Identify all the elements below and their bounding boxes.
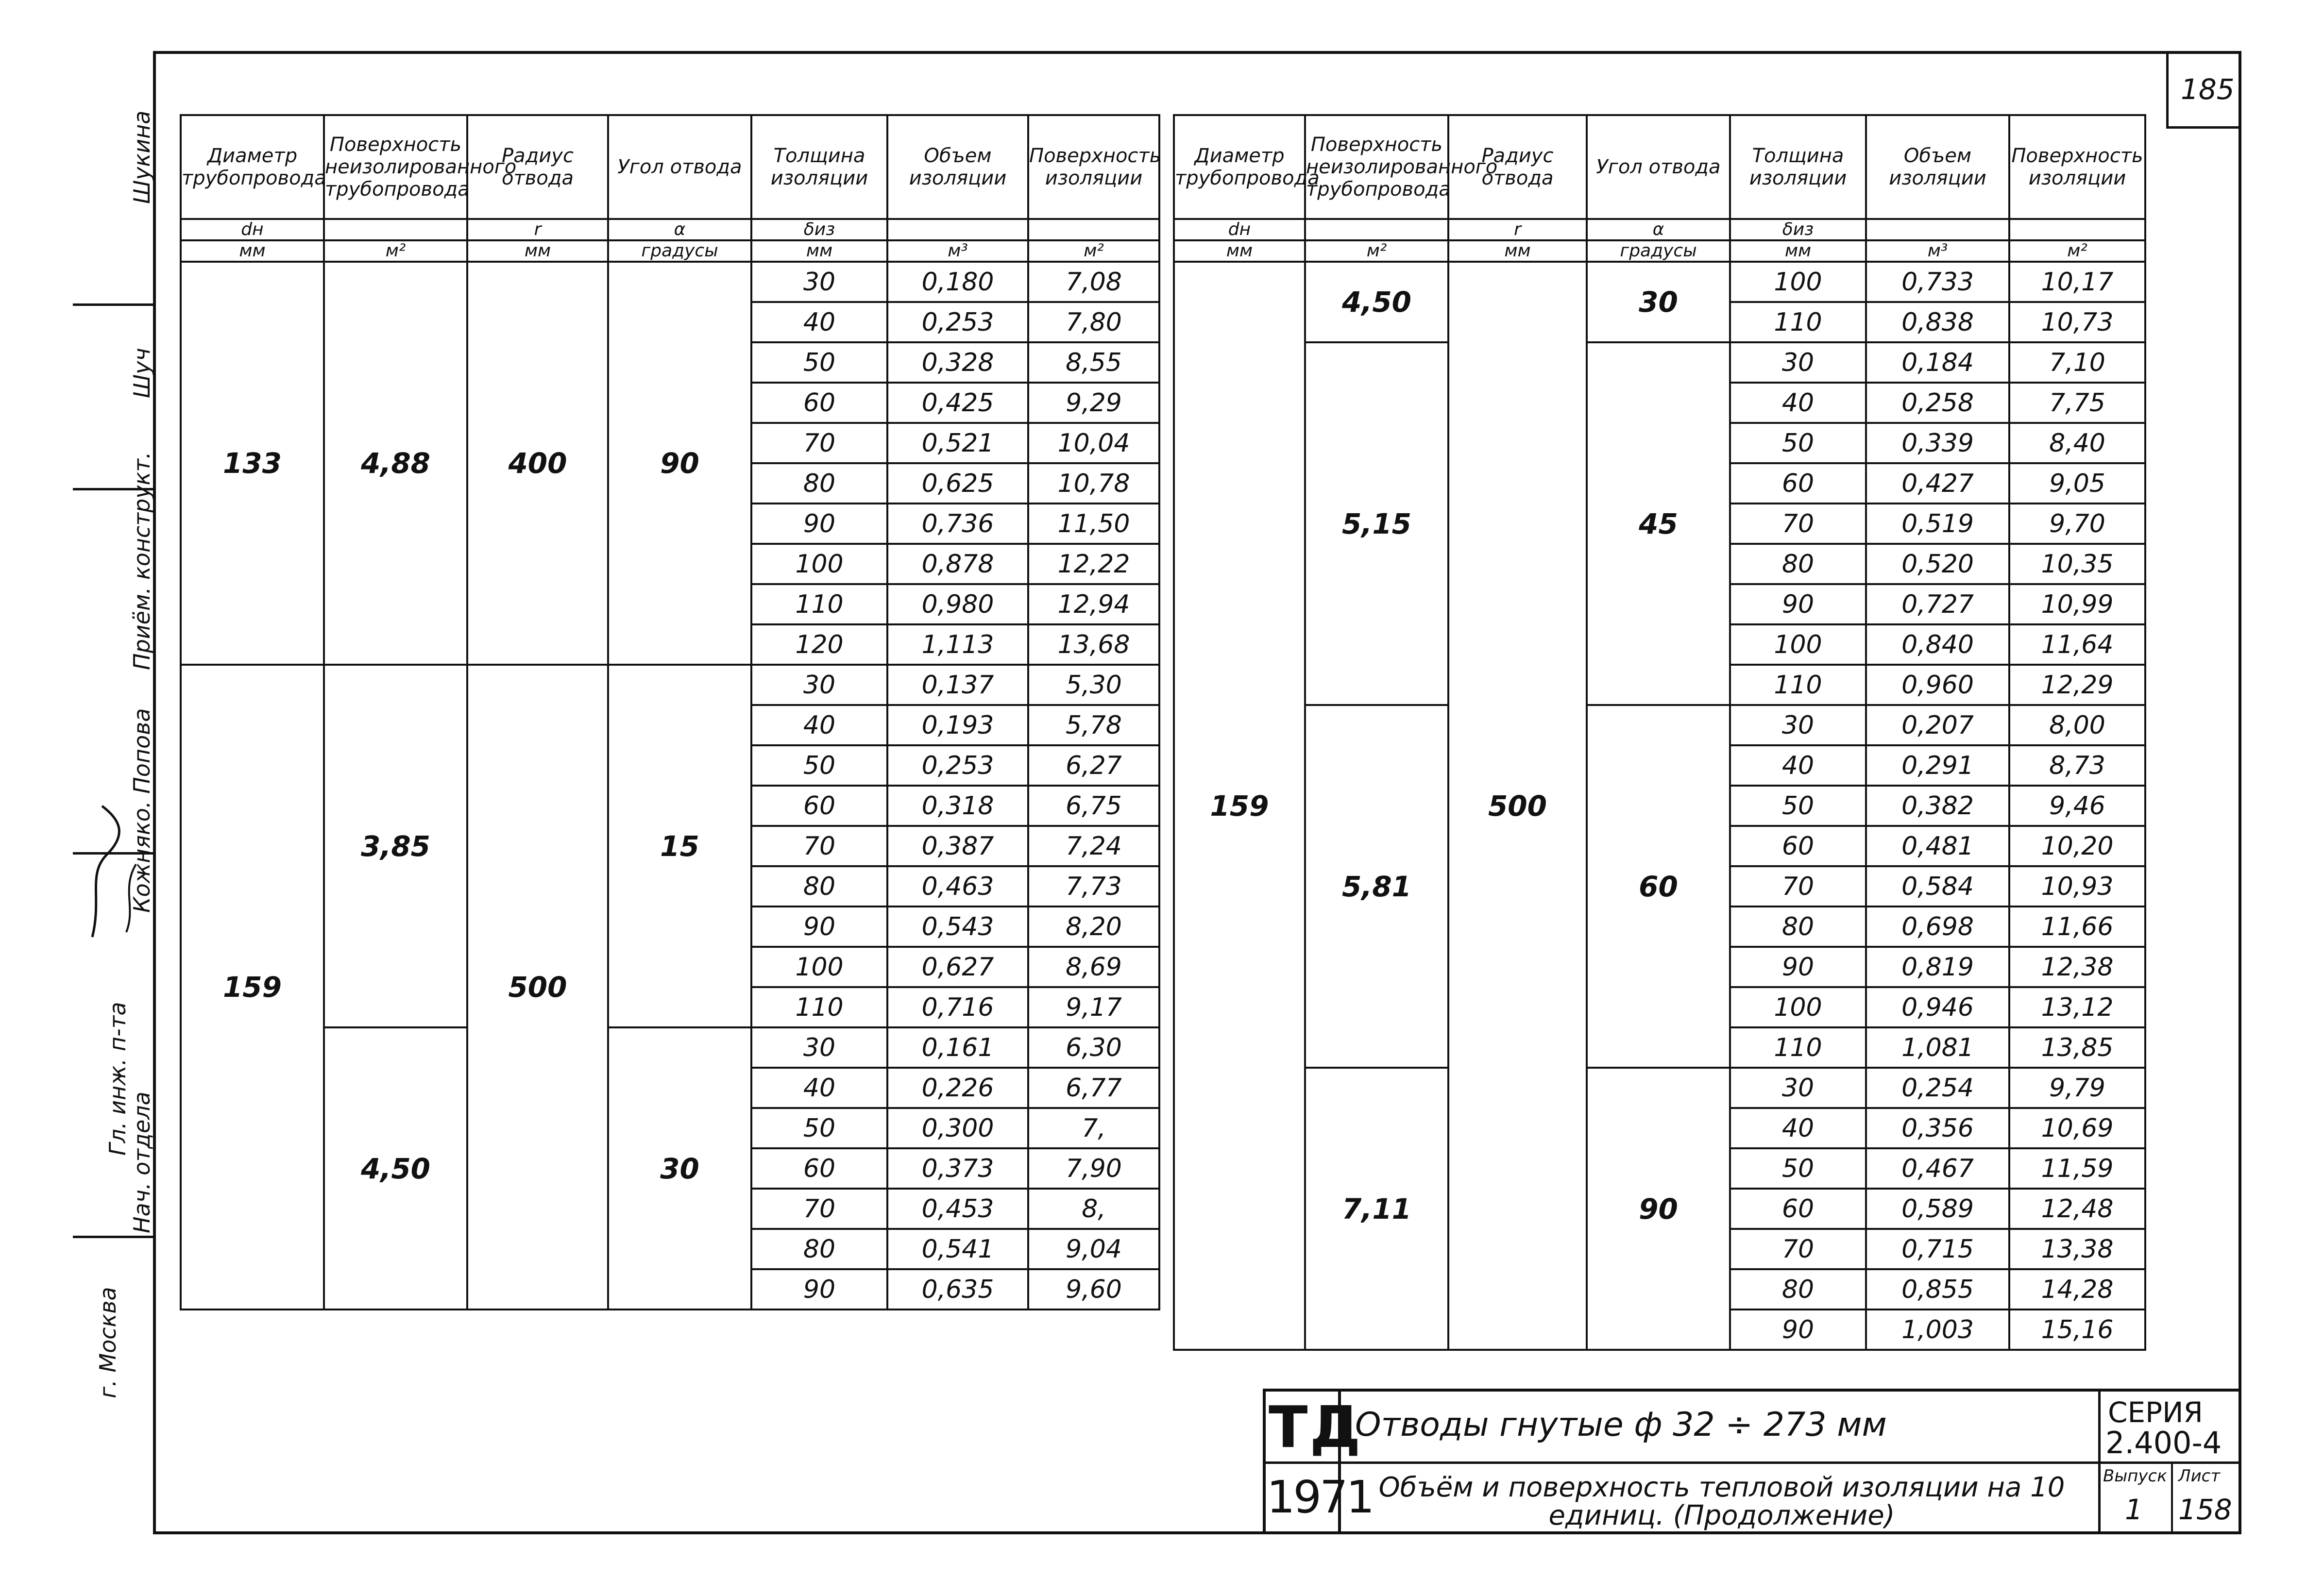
- issue-value: 1: [2125, 1493, 2143, 1526]
- surface-cell: 11,64: [2009, 624, 2145, 665]
- surface-cell: 10,04: [1028, 423, 1159, 463]
- org-code: ТД: [1269, 1393, 1363, 1460]
- column-header: Диаметр трубопровода: [181, 115, 324, 219]
- surface-cell: 9,04: [1028, 1229, 1159, 1269]
- surface-cell: 8,: [1028, 1189, 1159, 1229]
- sheet-subtitle: Объём и поверхность тепловой изоляции на 10 единиц. (Продолжение): [1378, 1472, 2065, 1531]
- volume-cell: 0,253: [887, 745, 1028, 786]
- table-row: [1174, 262, 2145, 302]
- surface-cell: 10,17: [2009, 262, 2145, 302]
- surface-cell: 15,16: [2009, 1309, 2145, 1350]
- page-number: 185: [2181, 73, 2235, 106]
- series-label: СЕРИЯ: [2108, 1396, 2203, 1429]
- column-header: Толщина изоляции: [751, 115, 887, 219]
- column-symbol: dн: [1174, 219, 1305, 240]
- pipe-surface-cell: 4,88: [324, 262, 467, 665]
- thickness-cell: 100: [751, 947, 887, 987]
- thickness-cell: 40: [751, 302, 887, 342]
- column-symbol: δиз: [751, 219, 887, 240]
- radius-cell: 500: [1448, 262, 1587, 1350]
- angle-cell: 30: [1587, 262, 1730, 342]
- thickness-cell: 90: [751, 504, 887, 544]
- surface-cell: 8,55: [1028, 342, 1159, 383]
- volume-cell: 0,855: [1866, 1269, 2009, 1309]
- volume-cell: 0,425: [887, 383, 1028, 423]
- sidebar-label: г. Москва: [95, 1287, 121, 1398]
- angle-cell: 90: [1587, 1068, 1730, 1350]
- signature-image: [73, 801, 153, 947]
- column-header: Угол отвода: [1587, 115, 1730, 219]
- volume-cell: 0,253: [887, 302, 1028, 342]
- sidebar-divider: [73, 303, 153, 306]
- thickness-cell: 60: [1730, 826, 1866, 866]
- issue-label: Выпуск: [2103, 1466, 2167, 1486]
- insulation-table-left: [180, 114, 1160, 1310]
- surface-cell: 5,78: [1028, 705, 1159, 745]
- thickness-cell: 70: [751, 826, 887, 866]
- column-unit: м³: [1866, 240, 2009, 262]
- diameter-cell: 133: [181, 262, 324, 665]
- angle-cell: 45: [1587, 342, 1730, 705]
- sidebar-divider: [73, 1236, 153, 1238]
- column-unit: мм: [181, 240, 324, 262]
- thickness-cell: 50: [751, 342, 887, 383]
- angle-cell: 90: [608, 262, 751, 665]
- thickness-cell: 110: [751, 987, 887, 1027]
- surface-cell: 9,17: [1028, 987, 1159, 1027]
- table-row: [1174, 342, 2145, 383]
- volume-cell: 0,180: [887, 262, 1028, 302]
- surface-cell: 6,75: [1028, 786, 1159, 826]
- volume-cell: 0,387: [887, 826, 1028, 866]
- pipe-surface-cell: 4,50: [1305, 262, 1448, 342]
- thickness-cell: 50: [751, 745, 887, 786]
- sidebar-label: Приём. конструкт.: [129, 452, 155, 670]
- volume-cell: 0,520: [1866, 544, 2009, 584]
- surface-cell: 12,48: [2009, 1189, 2145, 1229]
- volume-cell: 0,627: [887, 947, 1028, 987]
- volume-cell: 0,960: [1866, 665, 2009, 705]
- volume-cell: 0,819: [1866, 947, 2009, 987]
- volume-cell: 0,838: [1866, 302, 2009, 342]
- thickness-cell: 50: [1730, 1148, 1866, 1189]
- surface-cell: 9,46: [2009, 786, 2145, 826]
- surface-cell: 7,08: [1028, 262, 1159, 302]
- thickness-cell: 80: [1730, 1269, 1866, 1309]
- column-symbol: dн: [181, 219, 324, 240]
- angle-cell: 30: [608, 1027, 751, 1309]
- surface-cell: 9,05: [2009, 463, 2145, 504]
- volume-cell: 0,584: [1866, 866, 2009, 907]
- surface-cell: 7,80: [1028, 302, 1159, 342]
- volume-cell: 0,481: [1866, 826, 2009, 866]
- column-header: Толщина изоляции: [1730, 115, 1866, 219]
- sheet-label: Лист: [2178, 1466, 2221, 1486]
- surface-cell: 7,10: [2009, 342, 2145, 383]
- column-unit: м²: [324, 240, 467, 262]
- volume-cell: 0,258: [1866, 383, 2009, 423]
- thickness-cell: 100: [1730, 624, 1866, 665]
- pipe-surface-cell: 5,15: [1305, 342, 1448, 705]
- volume-cell: 0,254: [1866, 1068, 2009, 1108]
- thickness-cell: 40: [1730, 383, 1866, 423]
- surface-cell: 7,: [1028, 1108, 1159, 1148]
- title-block-divider: [2098, 1389, 2101, 1534]
- thickness-cell: 90: [1730, 584, 1866, 624]
- volume-cell: 0,207: [1866, 705, 2009, 745]
- diameter-cell: 159: [1174, 262, 1305, 1350]
- title-block-divider: [1263, 1461, 2241, 1464]
- surface-cell: 13,38: [2009, 1229, 2145, 1269]
- angle-cell: 60: [1587, 705, 1730, 1068]
- surface-cell: 7,73: [1028, 866, 1159, 907]
- year: 1971: [1267, 1471, 1373, 1523]
- column-unit: мм: [1730, 240, 1866, 262]
- series-value: 2.400-4: [2105, 1425, 2222, 1460]
- surface-cell: 9,79: [2009, 1068, 2145, 1108]
- volume-cell: 0,467: [1866, 1148, 2009, 1189]
- surface-cell: 6,30: [1028, 1027, 1159, 1068]
- thickness-cell: 100: [1730, 262, 1866, 302]
- surface-cell: 11,66: [2009, 907, 2145, 947]
- sheet-value: 158: [2178, 1493, 2232, 1526]
- surface-cell: 13,85: [2009, 1027, 2145, 1068]
- thickness-cell: 110: [1730, 665, 1866, 705]
- surface-cell: 8,00: [2009, 705, 2145, 745]
- column-symbol: α: [1587, 219, 1730, 240]
- volume-cell: 0,980: [887, 584, 1028, 624]
- volume-cell: 0,521: [887, 423, 1028, 463]
- surface-cell: 10,35: [2009, 544, 2145, 584]
- column-unit: мм: [1448, 240, 1587, 262]
- thickness-cell: 30: [1730, 342, 1866, 383]
- column-header: Радиус отвода: [1448, 115, 1587, 219]
- volume-cell: 0,137: [887, 665, 1028, 705]
- volume-cell: 0,635: [887, 1269, 1028, 1309]
- sidebar-label: Нач. отдела: [129, 1091, 155, 1233]
- thickness-cell: 50: [1730, 423, 1866, 463]
- volume-cell: 0,291: [1866, 745, 2009, 786]
- surface-cell: 6,77: [1028, 1068, 1159, 1108]
- column-unit: м³: [887, 240, 1028, 262]
- column-symbol: [1028, 219, 1159, 240]
- sheet-title: Отводы гнутые ф 32 ÷ 273 мм: [1355, 1406, 1887, 1444]
- surface-cell: 13,68: [1028, 624, 1159, 665]
- column-header: Объем изоляции: [887, 115, 1028, 219]
- angle-cell: 15: [608, 665, 751, 1027]
- volume-cell: 0,716: [887, 987, 1028, 1027]
- volume-cell: 0,715: [1866, 1229, 2009, 1269]
- column-unit: м²: [1028, 240, 1159, 262]
- thickness-cell: 40: [751, 705, 887, 745]
- column-unit: мм: [1174, 240, 1305, 262]
- thickness-cell: 30: [1730, 705, 1866, 745]
- table-row: [1174, 1068, 2145, 1108]
- thickness-cell: 80: [751, 463, 887, 504]
- surface-cell: 10,20: [2009, 826, 2145, 866]
- surface-cell: 7,75: [2009, 383, 2145, 423]
- volume-cell: 0,727: [1866, 584, 2009, 624]
- thickness-cell: 110: [1730, 1027, 1866, 1068]
- volume-cell: 0,541: [887, 1229, 1028, 1269]
- surface-cell: 9,29: [1028, 383, 1159, 423]
- surface-cell: 8,69: [1028, 947, 1159, 987]
- volume-cell: 0,878: [887, 544, 1028, 584]
- column-unit: м²: [1305, 240, 1448, 262]
- thickness-cell: 30: [751, 665, 887, 705]
- column-header: Поверхность изоляции: [2009, 115, 2145, 219]
- thickness-cell: 80: [751, 1229, 887, 1269]
- thickness-cell: 60: [751, 383, 887, 423]
- volume-cell: 0,328: [887, 342, 1028, 383]
- volume-cell: 0,736: [887, 504, 1028, 544]
- volume-cell: 0,733: [1866, 262, 2009, 302]
- radius-cell: 400: [467, 262, 608, 665]
- surface-cell: 11,50: [1028, 504, 1159, 544]
- surface-cell: 5,30: [1028, 665, 1159, 705]
- column-header: Объем изоляции: [1866, 115, 2009, 219]
- thickness-cell: 70: [1730, 504, 1866, 544]
- thickness-cell: 30: [751, 1027, 887, 1068]
- column-symbol: δиз: [1730, 219, 1866, 240]
- column-unit: мм: [467, 240, 608, 262]
- volume-cell: 0,625: [887, 463, 1028, 504]
- surface-cell: 11,59: [2009, 1148, 2145, 1189]
- thickness-cell: 40: [1730, 1108, 1866, 1148]
- surface-cell: 10,78: [1028, 463, 1159, 504]
- column-unit: градусы: [1587, 240, 1730, 262]
- insulation-table-right: [1173, 114, 2146, 1351]
- title-block-divider: [2171, 1461, 2173, 1534]
- surface-cell: 8,73: [2009, 745, 2145, 786]
- sidebar-label: Шуч: [129, 348, 155, 398]
- volume-cell: 0,226: [887, 1068, 1028, 1108]
- surface-cell: 9,70: [2009, 504, 2145, 544]
- thickness-cell: 80: [1730, 544, 1866, 584]
- thickness-cell: 60: [1730, 463, 1866, 504]
- volume-cell: 0,356: [1866, 1108, 2009, 1148]
- volume-cell: 0,184: [1866, 342, 2009, 383]
- thickness-cell: 70: [751, 1189, 887, 1229]
- volume-cell: 0,318: [887, 786, 1028, 826]
- thickness-cell: 70: [1730, 866, 1866, 907]
- table-row: [181, 1027, 1159, 1068]
- thickness-cell: 60: [1730, 1189, 1866, 1229]
- volume-cell: 0,427: [1866, 463, 2009, 504]
- thickness-cell: 100: [1730, 987, 1866, 1027]
- thickness-cell: 120: [751, 624, 887, 665]
- surface-cell: 10,69: [2009, 1108, 2145, 1148]
- column-symbol: [1305, 219, 1448, 240]
- column-header: Угол отвода: [608, 115, 751, 219]
- thickness-cell: 50: [1730, 786, 1866, 826]
- column-header: Поверхность неизолированного трубопровода: [1305, 115, 1448, 219]
- column-symbol: r: [1448, 219, 1587, 240]
- surface-cell: 12,29: [2009, 665, 2145, 705]
- thickness-cell: 30: [1730, 1068, 1866, 1108]
- pipe-surface-cell: 5,81: [1305, 705, 1448, 1068]
- thickness-cell: 70: [1730, 1229, 1866, 1269]
- volume-cell: 0,463: [887, 866, 1028, 907]
- pipe-surface-cell: 7,11: [1305, 1068, 1448, 1350]
- volume-cell: 1,113: [887, 624, 1028, 665]
- surface-cell: 8,40: [2009, 423, 2145, 463]
- surface-cell: 14,28: [2009, 1269, 2145, 1309]
- sidebar-label: Шукина: [129, 110, 155, 204]
- surface-cell: 10,99: [2009, 584, 2145, 624]
- surface-cell: 10,73: [2009, 302, 2145, 342]
- volume-cell: 0,339: [1866, 423, 2009, 463]
- thickness-cell: 60: [751, 786, 887, 826]
- volume-cell: 0,589: [1866, 1189, 2009, 1229]
- volume-cell: 0,453: [887, 1189, 1028, 1229]
- thickness-cell: 80: [1730, 907, 1866, 947]
- column-unit: мм: [751, 240, 887, 262]
- thickness-cell: 40: [751, 1068, 887, 1108]
- column-unit: градусы: [608, 240, 751, 262]
- thickness-cell: 110: [751, 584, 887, 624]
- volume-cell: 0,519: [1866, 504, 2009, 544]
- surface-cell: 9,60: [1028, 1269, 1159, 1309]
- volume-cell: 0,840: [1866, 624, 2009, 665]
- volume-cell: 0,382: [1866, 786, 2009, 826]
- pipe-surface-cell: 3,85: [324, 665, 467, 1027]
- thickness-cell: 90: [751, 907, 887, 947]
- surface-cell: 6,27: [1028, 745, 1159, 786]
- volume-cell: 0,698: [1866, 907, 2009, 947]
- thickness-cell: 30: [751, 262, 887, 302]
- thickness-cell: 50: [751, 1108, 887, 1148]
- thickness-cell: 40: [1730, 745, 1866, 786]
- column-unit: м²: [2009, 240, 2145, 262]
- thickness-cell: 90: [1730, 1309, 1866, 1350]
- column-symbol: [1866, 219, 2009, 240]
- column-header: Поверхность изоляции: [1028, 115, 1159, 219]
- surface-cell: 13,12: [2009, 987, 2145, 1027]
- thickness-cell: 70: [751, 423, 887, 463]
- table-row: [1174, 705, 2145, 745]
- volume-cell: 0,161: [887, 1027, 1028, 1068]
- volume-cell: 0,373: [887, 1148, 1028, 1189]
- volume-cell: 1,003: [1866, 1309, 2009, 1350]
- pipe-surface-cell: 4,50: [324, 1027, 467, 1309]
- diameter-cell: 159: [181, 665, 324, 1309]
- surface-cell: 8,20: [1028, 907, 1159, 947]
- sidebar-label: Гл. инж. п-та: [104, 1002, 131, 1156]
- table-row: [181, 665, 1159, 705]
- thickness-cell: 100: [751, 544, 887, 584]
- table-row: [181, 262, 1159, 302]
- thickness-cell: 110: [1730, 302, 1866, 342]
- column-header: Поверхность неизолированного трубопровода: [324, 115, 467, 219]
- column-header: Радиус отвода: [467, 115, 608, 219]
- surface-cell: 7,24: [1028, 826, 1159, 866]
- surface-cell: 12,22: [1028, 544, 1159, 584]
- surface-cell: 12,38: [2009, 947, 2145, 987]
- column-symbol: [324, 219, 467, 240]
- surface-cell: 10,93: [2009, 866, 2145, 907]
- column-header: Диаметр трубопровода: [1174, 115, 1305, 219]
- column-symbol: [2009, 219, 2145, 240]
- surface-cell: 7,90: [1028, 1148, 1159, 1189]
- sidebar-label: Кожняко. Попова: [129, 708, 155, 913]
- thickness-cell: 80: [751, 866, 887, 907]
- volume-cell: 1,081: [1866, 1027, 2009, 1068]
- volume-cell: 0,300: [887, 1108, 1028, 1148]
- thickness-cell: 90: [1730, 947, 1866, 987]
- column-symbol: α: [608, 219, 751, 240]
- volume-cell: 0,543: [887, 907, 1028, 947]
- surface-cell: 12,94: [1028, 584, 1159, 624]
- radius-cell: 500: [467, 665, 608, 1309]
- thickness-cell: 90: [751, 1269, 887, 1309]
- thickness-cell: 60: [751, 1148, 887, 1189]
- volume-cell: 0,946: [1866, 987, 2009, 1027]
- column-symbol: r: [467, 219, 608, 240]
- column-symbol: [887, 219, 1028, 240]
- volume-cell: 0,193: [887, 705, 1028, 745]
